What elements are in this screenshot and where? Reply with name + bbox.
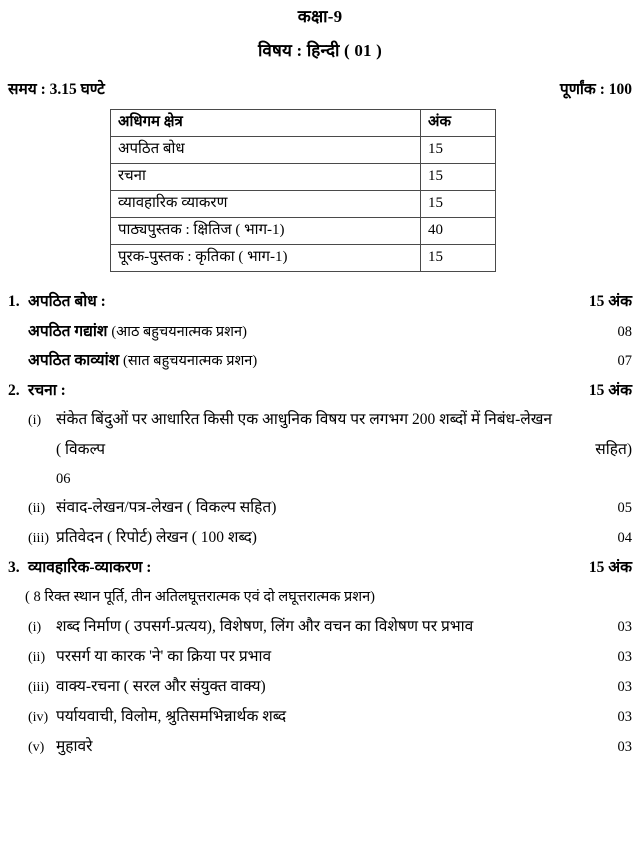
section-item [8, 619, 632, 635]
section-marks: 15 अंक [588, 381, 632, 399]
section-item-text [28, 353, 618, 369]
section-item-option-open: ( विकल्प [56, 441, 106, 458]
section-item-option-close: सहित) [595, 441, 632, 458]
section-item [8, 353, 632, 369]
section-item-text: प्रतिवेदन ( रिपोर्ट) लेखन ( 100 शब्द) [56, 529, 257, 546]
table-cell-area: पाठ्यपुस्तक : क्षितिज ( भाग-1) [111, 218, 421, 245]
section-item-continuation [8, 442, 632, 458]
section-item-text: मुहावरे [56, 738, 93, 755]
syllabus-section [8, 383, 632, 547]
syllabus-section [8, 294, 632, 369]
table-cell-marks: 15 [421, 164, 496, 191]
table-row [111, 137, 496, 164]
table-cell-marks: 40 [421, 218, 496, 245]
section-item-roman: (iv) [28, 710, 49, 725]
section-number: 2. [8, 381, 20, 399]
section-item-roman: (iii) [28, 680, 49, 695]
table-cell-area: रचना [111, 164, 421, 191]
section-item-title: अपठित काव्यांश [28, 352, 120, 369]
table-cell-area: अपठित बोध [111, 137, 421, 164]
section-item-marks: 03 [617, 619, 632, 635]
section-number: 3. [8, 559, 20, 576]
section-item-text: पर्यायवाची, विलोम, श्रुतिसमभिन्नार्थक शब्द [56, 708, 287, 725]
table-row [111, 191, 496, 218]
column-header-area: अधिगम क्षेत्र [111, 110, 421, 137]
section-item [8, 739, 632, 755]
section-item-text: परसर्ग या कारक 'ने' का क्रिया पर प्रभाव [56, 648, 272, 665]
section-item-marks: 03 [617, 679, 632, 695]
syllabus-section [8, 560, 632, 755]
section-item-roman: (v) [28, 740, 45, 755]
section-item-text: शब्द निर्माण ( उपसर्ग-प्रत्यय), विशेषण, लिंग और वचन का विशेषण पर प्रभाव [56, 618, 474, 635]
table-row [111, 164, 496, 191]
section-marks: 15 अंक [588, 559, 632, 576]
exam-total-marks-label: पूर्णांक : 100 [559, 81, 632, 98]
section-item-roman: (i) [28, 620, 42, 635]
section-title: व्यावहारिक-व्याकरण : [28, 559, 152, 576]
section-item-text: संवाद-लेखन/पत्र-लेखन ( विकल्प सहित) [56, 499, 277, 516]
section-note: ( 8 रिक्त स्थान पूर्ति, तीन अतिलघूत्तरात्मक एवं दो लघूत्तरात्मक प्रशन) [25, 588, 376, 605]
section-item [8, 500, 632, 516]
section-item-marks: 08 [617, 323, 632, 340]
table-row [111, 245, 496, 272]
section-item-marks: 06 [56, 470, 71, 487]
page-title-class: कक्षा-9 [297, 7, 343, 26]
section-marks: 15 अंक [588, 293, 632, 310]
section-item [8, 530, 632, 546]
section-item-roman: (ii) [28, 650, 46, 665]
table-cell-area: पूरक-पुस्तक : कृतिका ( भाग-1) [111, 245, 421, 272]
section-heading-row [8, 294, 632, 310]
section-item-text [28, 324, 618, 340]
page-title-subject: विषय : हिन्दी ( 01 ) [257, 41, 383, 60]
section-item-marks: 07 [617, 353, 632, 369]
section-item-roman: (i) [28, 413, 42, 428]
table-header [111, 110, 496, 137]
section-item-title: अपठित गद्यांश [28, 322, 108, 340]
column-header-marks: अंक [421, 110, 496, 137]
table-header-row [111, 110, 496, 137]
section-item-marks: 04 [617, 530, 632, 546]
table-body [111, 137, 496, 272]
marks-distribution-table [110, 109, 496, 272]
section-item-text: संकेत बिंदुओं पर आधारित किसी एक आधुनिक विषय पर लगभग 200 शब्दों में निबंध-लेखन [56, 411, 553, 428]
syllabus-sections [0, 294, 640, 755]
document-page [0, 8, 640, 851]
section-item-roman: (ii) [28, 501, 46, 516]
section-item-marks: 03 [617, 739, 632, 755]
section-item-marks: 05 [617, 500, 632, 516]
section-number: 1. [8, 293, 20, 310]
section-item-detail: (सात बहुचयनात्मक प्रशन) [123, 353, 258, 369]
section-title: अपठित बोध : [28, 293, 106, 310]
table-row [111, 218, 496, 245]
section-item [8, 649, 632, 665]
section-item [8, 412, 632, 428]
section-item [8, 709, 632, 725]
table-cell-area: व्यावहारिक व्याकरण [111, 191, 421, 218]
table-cell-marks: 15 [421, 245, 496, 272]
exam-duration-label: समय : 3.15 घण्टे [8, 81, 105, 98]
section-item [8, 679, 632, 695]
exam-meta-row [0, 77, 640, 99]
section-item-detail: (आठ बहुचयनात्मक प्रशन) [111, 323, 247, 340]
section-item [8, 324, 632, 340]
section-item-marks: 03 [617, 649, 632, 665]
section-item-marks: 03 [617, 709, 632, 725]
section-title: रचना : [28, 381, 66, 399]
section-heading-row [8, 560, 632, 576]
section-item-roman: (iii) [28, 531, 49, 546]
section-item-text: वाक्य-रचना ( सरल और संयुक्त वाक्य) [56, 678, 266, 695]
marks-distribution-table-wrapper [0, 109, 640, 272]
table-cell-marks: 15 [421, 137, 496, 164]
table-cell-marks: 15 [421, 191, 496, 218]
section-heading-row [8, 383, 632, 399]
